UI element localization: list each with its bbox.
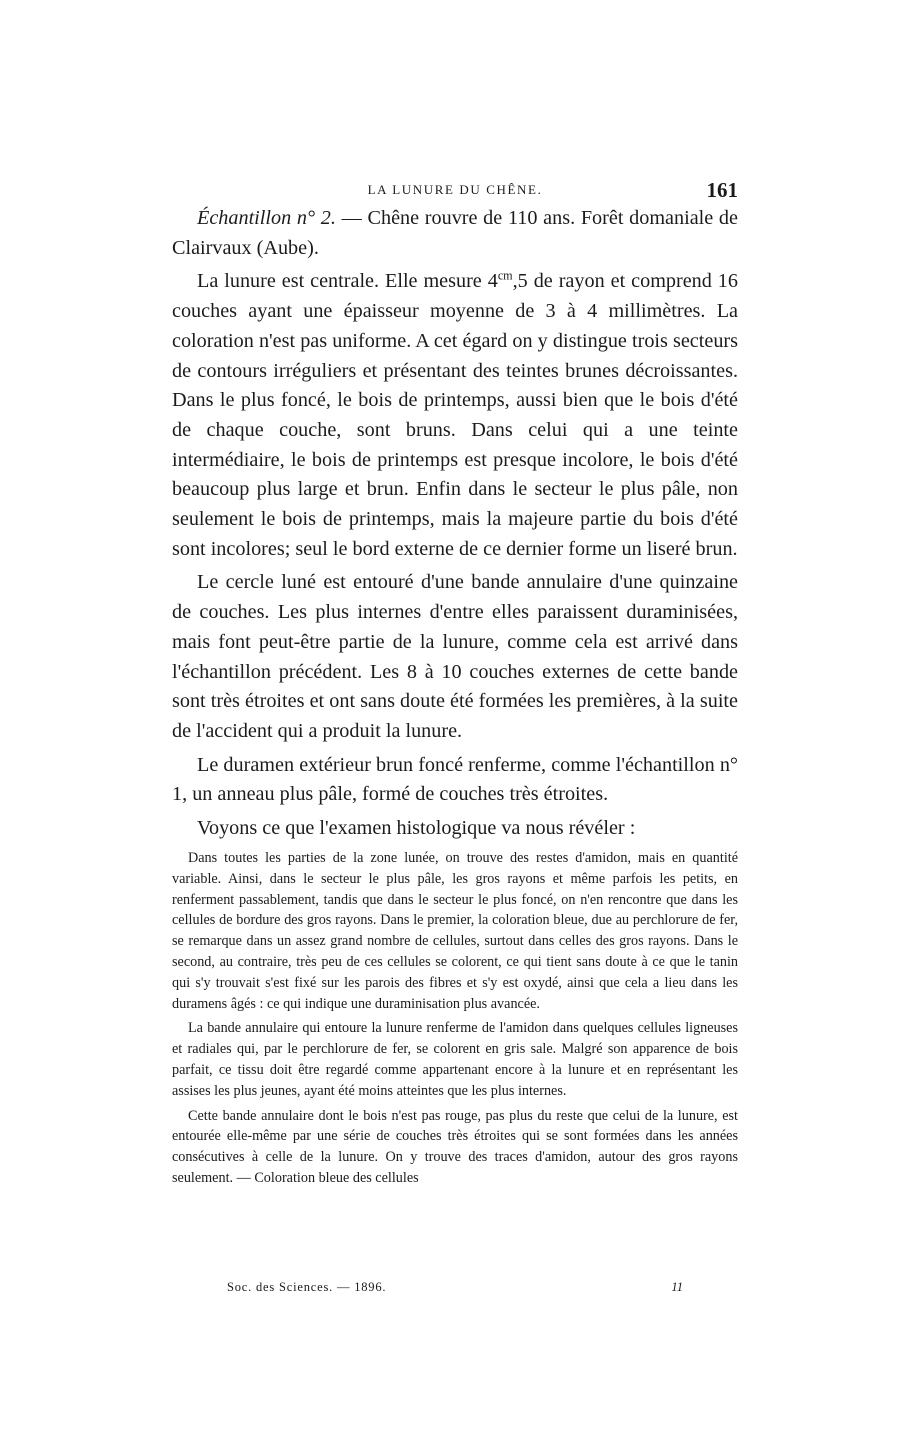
note-paragraph-1: Dans toutes les parties de la zone lunée, on trouve des restes d'amidon, mais en quantité variable. Ainsi, dans le secteur le plus pâle, les gros rayons et même parfois les petits, en renferment passablement, tandis que dans le secteur le plus foncé, on n'en rencontre que dans les cellules de bordure des gros rayons. Dans le premier, la coloration bleue, due au perchlorure de fer, se remarque dans un assez grand nombre de cellules, surtout dans celles des gros rayons. Dans le second, au contraire, très peu de ces cellules se colorent, ce qui tient sans doute à ce que le tanin qui s'y trouvait s'est fixé sur les parois des fibres et s'y est oxydé, ainsi que cela a lieu dans les duramens âgés : ce qui indique une duraminisation plus avancée. — [172, 850, 738, 1012]
note-paragraph-3: Cette bande annulaire dont le bois n'est pas rouge, pas plus du reste que celui de la lunure, est entourée elle-même par une série de couches très étroites qui se sont formées dans les années consécutives à celle de la lunure. On y trouve des traces d'amidon, autour des gros rayons seulement. — Coloration bleue des cellules — [172, 1107, 738, 1186]
page-footer — [172, 1280, 738, 1300]
paragraph-annular-band: Le cercle luné est entouré d'une bande annulaire d'une quinzaine de couches. Les plus internes d'entre elles paraissent duraminisées, mais font peut-être partie de la lunure, comme cela est arrivé dans l'échantillon précédent. Les 8 à 10 couches externes de cette bande sont très étroites et ont sans doute été formées les premières, à la suite de l'accident qui a produit la lunure. — [172, 571, 738, 742]
paragraph-duramen: Le duramen extérieur brun foncé renferme, comme l'échantillon n° 1, un anneau plus pâle, formé de couches très étroites. — [172, 753, 738, 806]
page-number: 161 — [706, 178, 738, 202]
unit-superscript: cm — [497, 268, 513, 283]
note-paragraph-2: La bande annulaire qui entoure la lunure renferme de l'amidon dans quelques cellules ligneuses et radiales qui, par le perchlorure de fer, se colorent en gris sale. Malgré son apparence de bois parfait, ce tissu doit être regardé comme appartenant encore à la lunure et en représentant les assises les plus jeunes, ayant été moins atteintes que les plus internes. — [172, 1020, 738, 1099]
printer-signature: Soc. des Sciences. — 1896. — [227, 1280, 387, 1294]
sheet-number: 11 — [671, 1280, 683, 1294]
sample-label: Échantillon n° 2. — [197, 207, 336, 229]
running-title: LA LUNURE DU CHÊNE. — [367, 182, 543, 197]
paragraph-lunure-description — [172, 267, 738, 564]
paragraph-text-b: ,5 de rayon et comprend 16 couches ayant une épaisseur moyenne de 3 à 4 millimètres. La coloration n'est pas uniforme. A cet égard on y distingue trois secteurs de contours irréguliers et présentant des teintes brunes décroissantes. Dans le plus foncé, le bois de printemps, aussi bien que le bois d'été de chaque couche, sont bruns. Dans celui qui a une teinte intermédiaire, le bois de printemps est presque incolore, le bois d'été beaucoup plus large et brun. Enfin dans le secteur le plus pâle, non seulement le bois de printemps, mais la majeure partie du bois d'été sont incolores; seul le bord externe de ce dernier forme un liseré brun. — [172, 270, 738, 560]
running-head — [172, 178, 738, 202]
small-print-notes — [172, 848, 738, 1193]
paragraph-transition: Voyons ce que l'examen histologique va nous révéler : — [197, 817, 636, 840]
sample-description: — Chêne rouvre de 110 ans. Forêt domaniale de Clairvaux (Aube). — [172, 207, 738, 259]
main-text — [172, 204, 738, 848]
paragraph-sample-heading — [172, 204, 738, 263]
paragraph-text-a: La lunure est centrale. Elle mesure 4 — [197, 270, 498, 293]
